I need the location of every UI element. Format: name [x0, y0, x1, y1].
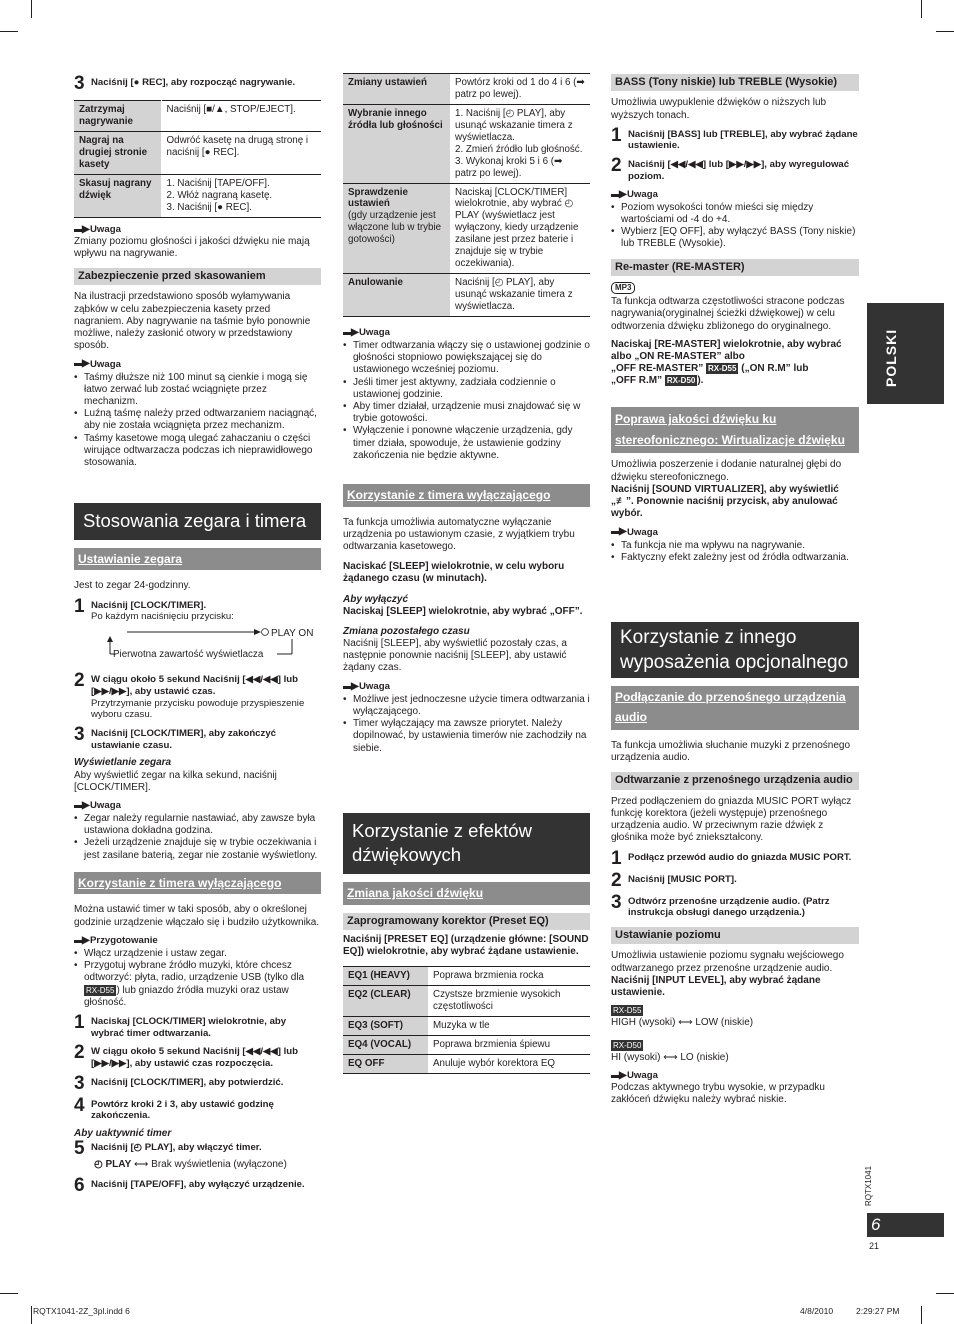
initial-display-label: Pierwotna zawartość wyświetlacza: [113, 648, 264, 660]
model-badge: RX-D55: [86, 985, 115, 995]
paragraph: Naciśnij [SLEEP], aby wyświetlić pozostały czas, a następnie ponownie naciśnij [SLEEP], aby ustawić żądany czas.: [343, 638, 567, 674]
bullet-list: • Ta funkcja nie ma wpływu na nagrywanie. • Faktyczny efekt zależny jest od źródła odtwarzania.: [611, 540, 859, 564]
doc-code: RQTX1041: [864, 1165, 873, 1206]
section-heading: Poprawa jakości dźwięku ku stereofonicznego: Wirtualizacje dźwięku: [611, 407, 859, 453]
bullet-list: • Zegar należy regularnie nastawiać, aby zawsze była ustawiona dokładna godzina. • Jeżeli urządzenie znajduje się w trybie oczekiwania i jest zasilane baterią, zegar nie zostanie wyświetlony.: [74, 813, 321, 862]
bullet-list: • Włącz urządzenie i ustaw zegar. • Przygotuj wybrane źródło muzyki, które chcesz odtworzyć: płyta, radio, urządzenie USB (tylko dla RX-D55 ) lub gniazdo źródła muzyki oraz ustaw głośność.: [74, 948, 321, 1009]
eq-desc: Czystsze brzmienie wysokich częstotliwości: [428, 986, 590, 1017]
paragraph: Aby wyświetlić zegar na kilka sekund, naciśnij [CLOCK/TIMER].: [74, 769, 277, 793]
rec-step-3: 3 Naciśnij [● REC], aby rozpocząć nagrywanie.: [74, 73, 296, 94]
note-text: Podczas aktywnego trybu wysokie, w przypadku zakłóceń dźwięku należy wybrać niskie.: [611, 1082, 825, 1106]
eq-desc: Poprawa brzmienia rocka: [428, 967, 590, 986]
section-heading: BASS (Tony niskie) lub TREBLE (Wysokie): [611, 74, 859, 91]
instruction: Naciśnij [INPUT LEVEL], aby wybrać żądane ustawienie.: [611, 974, 821, 998]
note-heading: ▬▶ Uwaga: [343, 326, 390, 339]
table-cell: 1. Naciśnij [◴ PLAY], aby usunąć wskazanie timera z wyświetlacza. 2. Zmień źródło lub głośność. 3. Wykonaj kroki 5 i 6 (➡ patrz po lewej).: [450, 104, 590, 183]
port-step-3: 3 Odtwórz przenośne urządzenie audio. (Patrz instrukcja obsługi danego urządzenia.): [611, 891, 830, 919]
timer-step-6: 6 Naciśnij [TAPE/OFF], aby wyłączyć urządzenie.: [74, 1174, 305, 1196]
section-heading: Re-master (RE-MASTER): [611, 259, 859, 276]
subsection-heading: Odtwarzanie z przenośnego urządzenia audio: [611, 772, 859, 789]
level-option: HIGH (wysoki) ⟷ LOW (niskie): [611, 1017, 754, 1029]
arrow-icon: ▬▶: [74, 358, 88, 370]
eq-name: EQ2 (CLEAR): [343, 986, 428, 1017]
timer-toggle: ◴ PLAY ⟷ Brak wyświetlenia (wyłączone): [94, 1159, 287, 1171]
crop-mark: [0, 31, 18, 32]
section-heading: Zmiana jakości dźwięku: [343, 882, 590, 905]
arrow-icon: ▬▶: [611, 188, 625, 200]
note-heading: ▬▶ Uwaga: [611, 1069, 658, 1082]
port-step-2: 2 Naciśnij [MUSIC PORT].: [611, 869, 737, 891]
eq-name: EQ3 (SOFT): [343, 1017, 428, 1036]
port-step-1: 1 Podłącz przewód audio do gniazda MUSIC PORT.: [611, 847, 852, 869]
arrow-icon: ▬▶: [611, 526, 625, 538]
eq-name: EQ1 (HEAVY): [343, 967, 428, 986]
subsection-heading: Ustawianie poziomu: [611, 927, 859, 944]
eq-name: EQ OFF: [343, 1055, 428, 1074]
paragraph: Na ilustracji przedstawiono sposób wyłamywania ząbków w celu zabezpieczenia kasety przed nagraniem. Aby nagrywanie na taśmie było ponownie możliwe, należy zasłonić otwory w przedstawiony sposób.: [74, 291, 311, 352]
bullet-list: • Timer odtwarzania włączy się o ustawionej godzinie o głośności stopniowo powiększającej się do ustawionego wcześniej poziomu. • Jeśli timer jest aktywny, zadziała codziennie o ustawionej godzinie. • Aby timer działał, urządzenie musi znajdować się w trybie gotowości. • Wyłączenie i ponowne włączenie urządzenia, gdy timer działa, spowoduje, że ustawienie godziny zakończenia nie będzie aktywne.: [343, 340, 590, 462]
bass-step-2: 2 Naciśnij [◀◀/◀◀] lub [▶▶/▶▶], aby wyregulować poziom.: [611, 155, 850, 182]
paragraph: Przed podłączeniem do gniazda MUSIC PORT wyłącz funkcję korektora (jeżeli występuje) przenośnego urządzenia audio. W przeciwnym razie dźwięk z głośnika może być zniekształcony.: [611, 795, 852, 844]
timer-step-2: 2 W ciągu około 5 sekund Naciśnij [◀◀/◀◀] lub [▶▶/▶▶], aby ustawić czas rozpoczęcia.: [74, 1042, 299, 1070]
bass-step-1: 1 Naciśnij [BASS] lub [TREBLE], aby wybrać żądane ustawienie.: [611, 124, 858, 152]
clock-step-3: 3 Naciśnij [CLOCK/TIMER], aby zakończyć ustawianie czasu.: [74, 723, 276, 751]
footer-file: RQTX1041-2Z_3pl.indd 6: [33, 1306, 130, 1316]
bullet-list: • Możliwe jest jednoczesne użycie timera odtwarzania i wyłączającego. • Timer wyłączający ma zawsze priorytet. Należy dopilnować, by ustawienia timerów nie zachodziły na siebie.: [343, 694, 590, 755]
column-middle: [343, 73, 590, 1074]
page-number: 6: [867, 1213, 944, 1237]
note-heading: ▬▶ Uwaga: [74, 799, 121, 812]
table-cell: Naciskaj [CLOCK/TIMER] wielokrotnie, aby wybrać ◴ PLAY (wyświetlacz jest wyłączony, kiedy urządzenie zasilane jest przez baterie i znajduje się w trybie oczekiwania).: [450, 183, 590, 274]
model-badge: RX-D55: [613, 1006, 642, 1016]
subheading: Wyświetlanie zegara: [74, 757, 172, 769]
page-number-small: 21: [869, 1241, 880, 1251]
note-heading: ▬▶ Uwaga: [611, 188, 658, 200]
display-cycle-diagram: [74, 625, 321, 663]
table-cell: Naciśnij [■/▲, STOP/EJECT].: [161, 101, 321, 132]
eq-name: EQ4 (VOCAL): [343, 1036, 428, 1055]
section-heading: Korzystanie z timera wyłączającego: [74, 872, 321, 895]
timer-step-1: 1 Naciskaj [CLOCK/TIMER] wielokrotnie, aby wybrać timer odtwarzania.: [74, 1011, 287, 1039]
bullet-list: • Poziom wysokości tonów mieści się między wartościami od -4 do +4. • Wybierz [EQ OFF], aby wyłączyć BASS (Tony niskie) lub TREBLE (Wysokie).: [611, 202, 859, 251]
note-heading: ▬▶ Przygotowanie: [74, 934, 158, 947]
play-on-label: PLAY ON: [271, 627, 314, 639]
paragraph: Jest to zegar 24-godzinny.: [74, 580, 191, 592]
chapter-heading: Stosowania zegara i timera: [74, 503, 321, 540]
model-badge: RX-D55: [708, 364, 737, 374]
model-badge: RX-D50: [613, 1040, 642, 1050]
note-heading: ▬▶ Uwaga: [611, 526, 658, 538]
footer-date: 4/8/2010: [800, 1306, 834, 1316]
crop-mark: [936, 1293, 954, 1294]
crop-mark: [921, 0, 922, 18]
chapter-heading: Korzystanie z efektów dźwiękowych: [343, 813, 590, 874]
section-heading: Ustawianie zegara: [74, 548, 321, 571]
arrow-icon: ▬▶: [343, 326, 357, 338]
instruction: Naciśnij [SOUND VIRTUALIZER], aby wyświetlić „≢”. Ponownie naciśnij przycisk, aby anulować wybór.: [611, 483, 839, 520]
subheading: Zmiana pozostałego czasu: [343, 625, 470, 637]
table-cell: 1. Naciśnij [TAPE/OFF]. 2. Włóż nagraną kasetę. 3. Naciśnij [● REC].: [161, 174, 321, 217]
timer-step-3: 3 Naciśnij [CLOCK/TIMER], aby potwierdzić.: [74, 1072, 284, 1094]
paragraph: Umożliwia poszerzenie i dodanie naturalnej głębi do dźwięku stereofonicznego.: [611, 459, 842, 483]
paragraph: Ta funkcja umożliwia słuchanie muzyki z przenośnego urządzenia audio.: [611, 740, 851, 764]
arrow-icon: ▬▶: [611, 1069, 625, 1081]
level-option: HI (wysoki) ⟷ LO (niskie): [611, 1051, 729, 1063]
arrow-icon: ▬▶: [343, 680, 357, 692]
section-heading: Podłączanie do przenośnego urządzenia audio: [611, 686, 859, 730]
eq-desc: Muzyka w tle: [428, 1017, 590, 1036]
eq-desc: Anuluje wybór korektora EQ: [428, 1055, 590, 1074]
note-text: Zmiany poziomu głośności i jakości dźwięku nie mają wpływu na nagrywanie.: [74, 235, 310, 259]
model-badge: RX-D50: [666, 376, 696, 386]
clock-step-1: 1 Naciśnij [CLOCK/TIMER]. Po każdym naciśnięciu przycisku:: [74, 595, 234, 623]
timer-table: [343, 73, 590, 317]
table-row-header: Skasuj nagrany dźwięk: [74, 174, 161, 217]
subsection-heading: Zaprogramowany korektor (Preset EQ): [343, 913, 590, 930]
timer-step-4: 4 Powtórz kroki 2 i 3, aby ustawić godzinę zakończenia.: [74, 1094, 274, 1122]
bullet-list: • Taśmy dłuższe niż 100 minut są cienkie i mogą się łatwo zerwać lub zostać wciągnięte przez mechanizm. • Luźną taśmę należy przed odtwarzaniem naciągnąć, aby nie została wciągnięta przez mechanizm. • Taśmy kasetowe mogą ulegać zahaczaniu o części wirujące odtwarzacza podczas ich nieprawidłowego stosowania.: [74, 372, 321, 470]
arrow-icon: ▬▶: [74, 223, 88, 235]
paragraph: Można ustawić timer w taki sposób, aby o określonej godzinie urządzenie włączało się i budziło użytkownika.: [74, 904, 320, 928]
crop-mark: [31, 0, 32, 18]
paragraph: Ta funkcja odtwarza częstotliwości stracone podczas nagrywania(oryginalnej ścieżki dźwiękowej) w celu odtworzenia dźwięku zbliżonego do oryginalnego.: [611, 296, 845, 332]
table-cell: Odwróć kasetę na drugą stronę i naciśnij [● REC].: [161, 131, 321, 174]
subheading: Aby wyłączyć: [343, 593, 409, 605]
note-heading: ▬▶ Uwaga: [74, 223, 121, 235]
section-heading: Korzystanie z timera wyłączającego: [343, 484, 590, 507]
subheading: Aby uaktywnić timer: [74, 1128, 172, 1140]
column-right: [611, 74, 859, 1106]
arrow-icon: ▬▶: [74, 799, 88, 811]
table-row-header: Nagraj na drugiej stronie kasety: [74, 131, 161, 174]
crop-mark: [936, 31, 954, 32]
eq-table: [343, 966, 590, 1074]
crop-mark: [31, 1306, 32, 1324]
recording-table: [74, 100, 321, 218]
timer-step-5: 5 Naciśnij [◴ PLAY], aby włączyć timer.: [74, 1138, 262, 1160]
crop-mark: [0, 1293, 18, 1294]
paragraph: Ta funkcja umożliwia automatyczne wyłączanie urządzenia po ustawionym czasie, z wyjątkiem trybu odtwarzania kasetowego.: [343, 516, 575, 552]
chapter-heading: Korzystanie z innego wyposażenia opcjonalnego: [611, 622, 859, 679]
note-heading: ▬▶ Uwaga: [343, 680, 390, 692]
mp3-badge: MP3: [611, 282, 635, 294]
note-heading: ▬▶ Uwaga: [74, 358, 121, 370]
clock-step-2: 2 W ciągu około 5 sekund Naciśnij [◀◀/◀◀] lub [▶▶/▶▶], aby ustawić czas. Przytrzymanie przycisku powoduje przyspieszenie wyboru czasu.: [74, 670, 305, 721]
table-cell: Powtórz kroki od 1 do 4 i 6 (➡ patrz po lewej).: [450, 74, 590, 105]
table-row-header: Zmiany ustawień: [343, 74, 450, 105]
table-row-header: Sprawdzenie ustawień (gdy urządzenie jest włączone lub w trybie gotowości): [343, 183, 450, 274]
section-heading: Zabezpieczenie przed skasowaniem: [74, 268, 321, 285]
table-cell: Naciśnij [◴ PLAY], aby usunąć wskazanie timera z wyświetlacza.: [450, 274, 590, 317]
instruction: Naciskaj [RE-MASTER] wielokrotnie, aby wybrać albo „ON RE-MASTER” albo „OFF RE-MASTER” RX-D55 („ON R.M” lub „OFF R.M” RX-D50 ).: [611, 338, 842, 387]
table-row-header: Wybranie innego źródła lub głośności: [343, 104, 450, 183]
table-row-header: Zatrzymaj nagrywanie: [74, 101, 161, 132]
language-tab: POLSKI: [867, 303, 944, 404]
instruction: Naciskaj [SLEEP] wielokrotnie, aby wybrać „OFF”.: [343, 605, 583, 617]
eq-desc: Poprawa brzmienia śpiewu: [428, 1036, 590, 1055]
table-row-header: Anulowanie: [343, 274, 450, 317]
crop-mark: [921, 1306, 922, 1324]
instruction: Naciśnij [PRESET EQ] (urządzenie główne: [SOUND EQ]) wielokrotnie, aby wybrać żądane ustawienie.: [343, 933, 589, 958]
instruction: Naciskać [SLEEP] wielokrotnie, w celu wyboru żądanego czasu (w minutach).: [343, 561, 565, 585]
paragraph: Umożliwia uwypuklenie dźwięków o niższych lub wyższych tonach.: [611, 97, 827, 121]
paragraph: Umożliwia ustawienie poziomu sygnału wejściowego odtwarzanego przez przenośne urządzenie audio.: [611, 950, 844, 974]
arrow-icon: ▬▶: [74, 934, 88, 946]
footer-time: 2:29:27 PM: [856, 1306, 900, 1316]
column-left: [74, 70, 321, 1194]
